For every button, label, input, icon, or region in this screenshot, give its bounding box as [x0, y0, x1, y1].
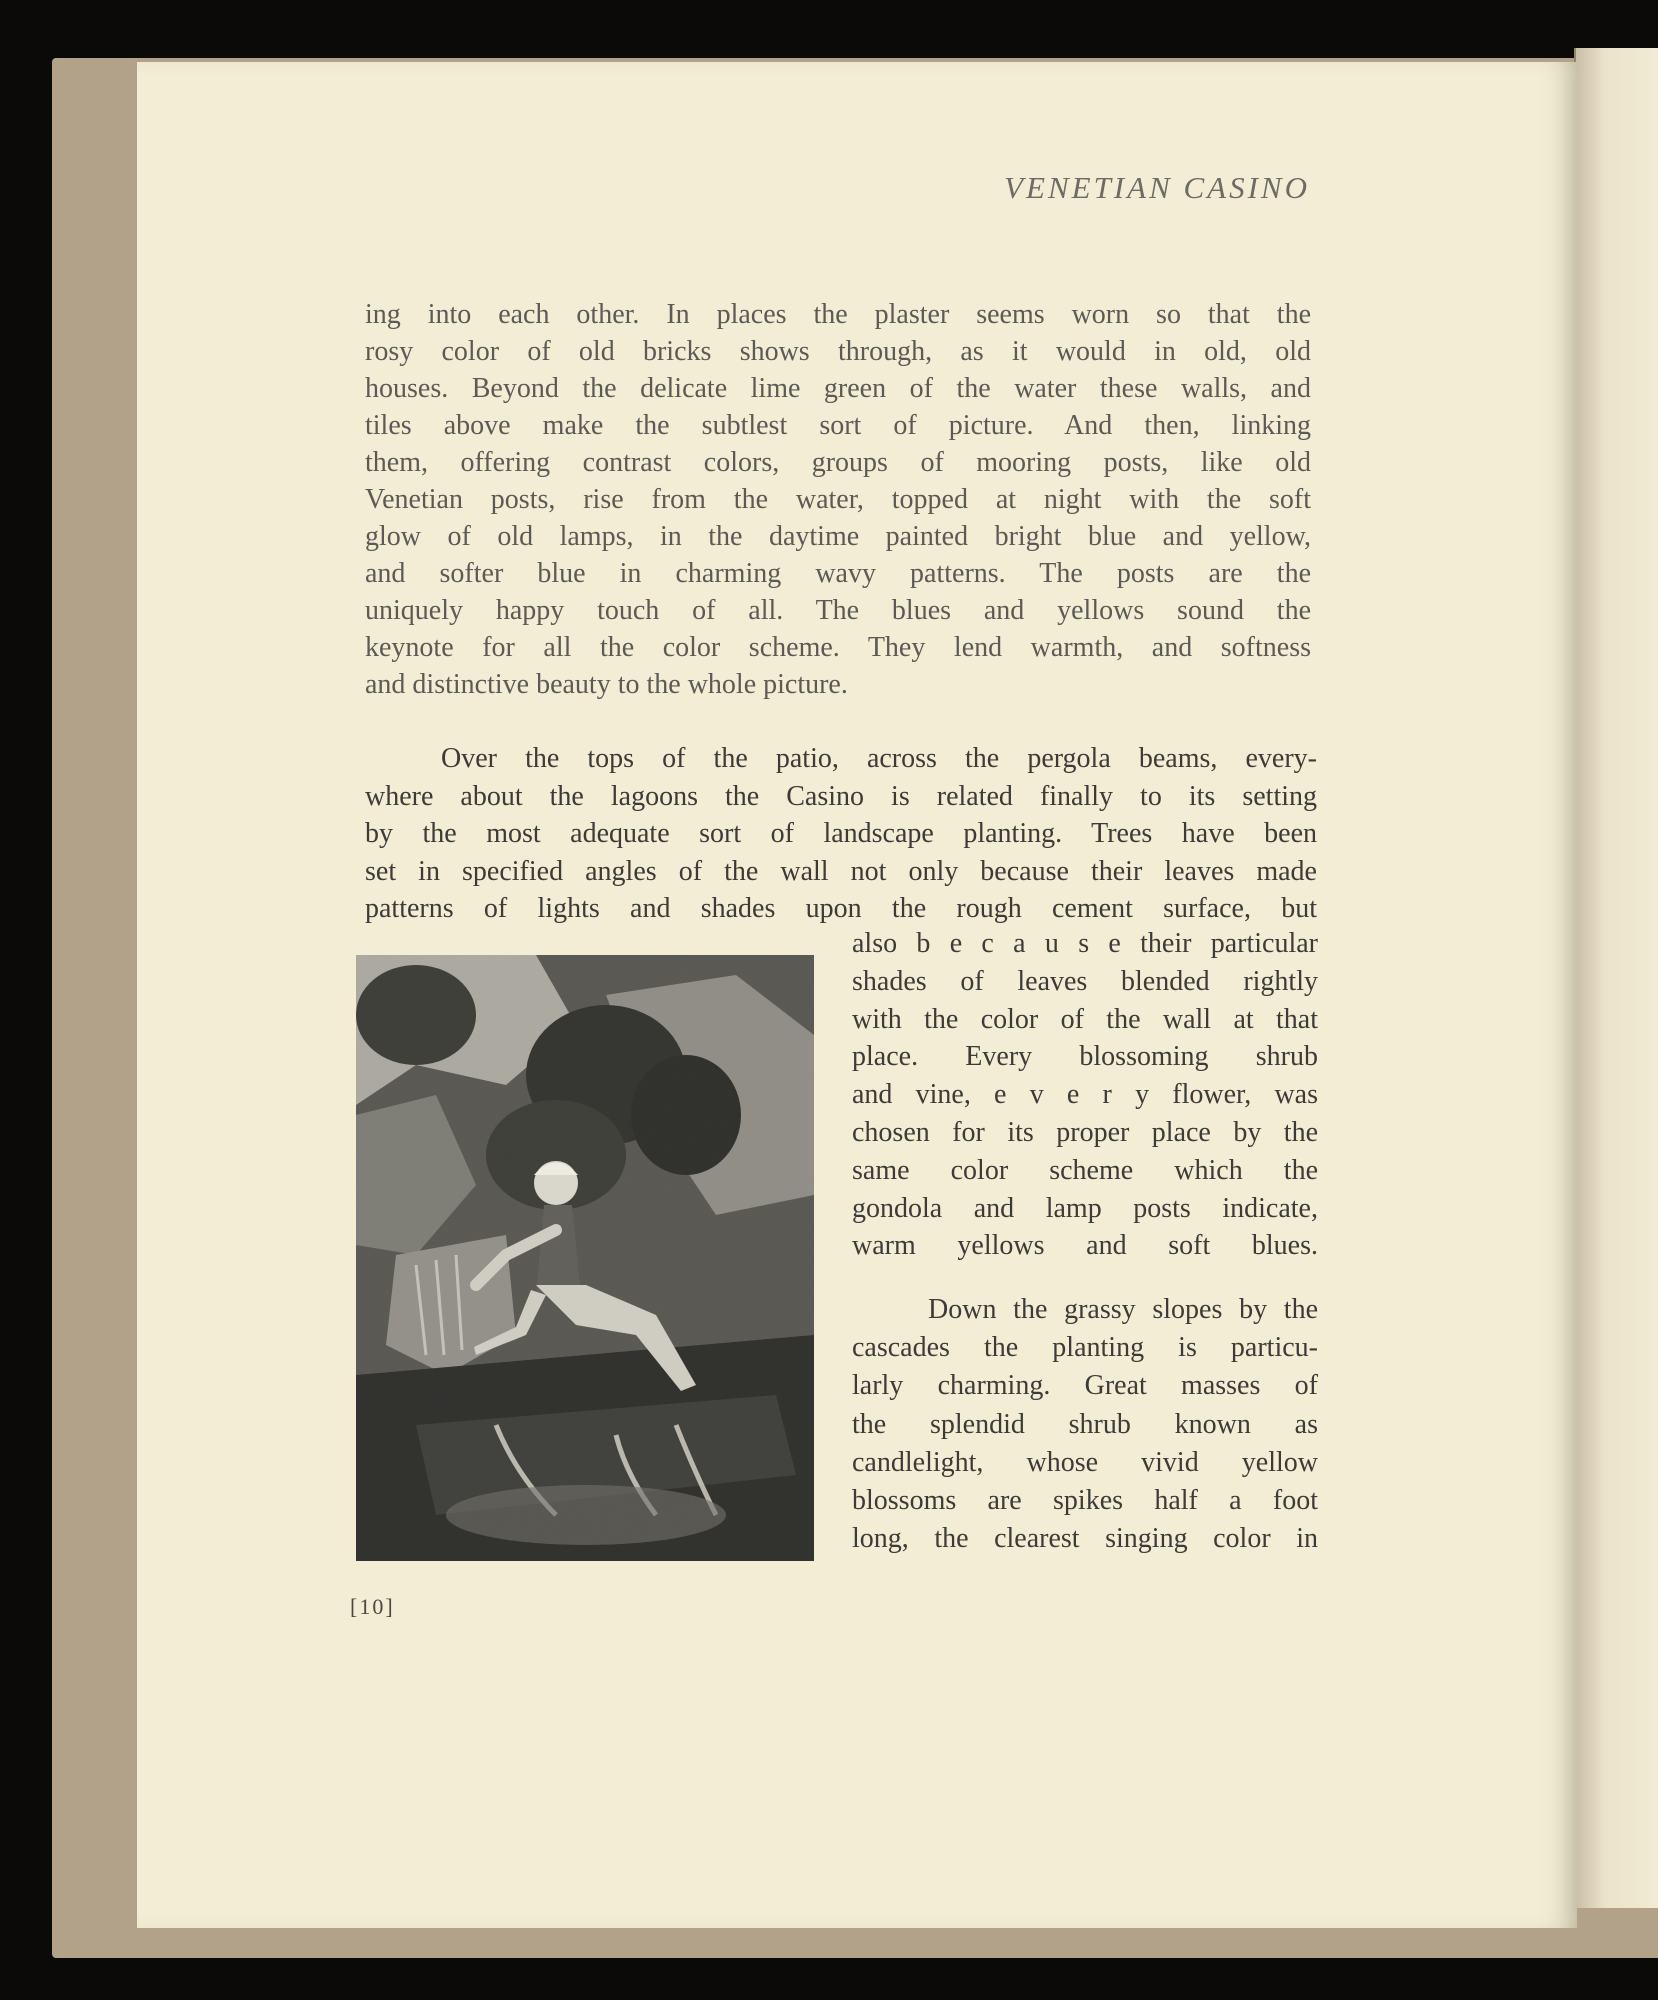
text-line: with the color of the wall at that [852, 1003, 1318, 1035]
text-line: houses. Beyond the delicate lime green of the water these walls, and [365, 373, 1311, 404]
text-line: chosen for its proper place by the [852, 1116, 1318, 1148]
paragraph-cascades [852, 1291, 1318, 1558]
text-line: and vine, e v e r y flower, was [852, 1079, 1318, 1111]
text-line: Venetian posts, rise from the water, topped at night with the soft [365, 484, 1311, 515]
running-head: VENETIAN CASINO [1004, 170, 1310, 205]
text-line: Over the tops of the patio, across the pergola beams, every- [441, 743, 1317, 774]
photo-illustration [356, 955, 814, 1561]
text-line: cascades the planting is particu- [852, 1332, 1318, 1364]
text-line: ing into each other. In places the plaster seems worn so that the [365, 299, 1311, 330]
text-line: set in specified angles of the wall not only because their leaves made [365, 855, 1317, 887]
text-line: also b e c a u s e their particular [852, 928, 1318, 959]
bather-at-cascade-photo [356, 955, 814, 1561]
text-line: Down the grassy slopes by the [928, 1294, 1318, 1325]
text-line: long, the clearest singing color in [852, 1523, 1318, 1555]
text-line: blossoms are spikes half a foot [852, 1485, 1318, 1517]
text-line: shades of leaves blended rightly [852, 965, 1318, 997]
text-line: warm yellows and soft blues. [852, 1230, 1318, 1262]
page-number: [10] [350, 1594, 395, 1619]
text-line: tiles above make the subtlest sort of picture. And then, linking [365, 410, 1311, 441]
text-line: and softer blue in charming wavy patterns. The posts are the [365, 558, 1311, 589]
text-line: the splendid shrub known as [852, 1408, 1318, 1440]
paragraph-landscape [365, 740, 1317, 928]
text-line: rosy color of old bricks shows through, as it would in old, old [365, 336, 1311, 367]
facing-page-edge [1574, 48, 1658, 1908]
paragraph-landscape-continued [852, 925, 1318, 1265]
text-line: patterns of lights and shades upon the rough cement surface, but [365, 893, 1317, 925]
text-line: larly charming. Great masses of [852, 1370, 1318, 1402]
paragraph-walls [365, 296, 1311, 703]
text-line: same color scheme which the [852, 1154, 1318, 1186]
text-line: place. Every blossoming shrub [852, 1041, 1318, 1073]
text-line: by the most adequate sort of landscape planting. Trees have been [365, 818, 1317, 850]
text-line: keynote for all the color scheme. They lend warmth, and softness [365, 632, 1311, 663]
text-line: glow of old lamps, in the daytime painted bright blue and yellow, [365, 521, 1311, 552]
text-line: candlelight, whose vivid yellow [852, 1446, 1318, 1478]
text-line: where about the lagoons the Casino is related finally to its setting [365, 780, 1317, 812]
text-line: them, offering contrast colors, groups of mooring posts, like old [365, 447, 1311, 478]
text-line: and distinctive beauty to the whole picture. [365, 669, 848, 700]
text-line: gondola and lamp posts indicate, [852, 1192, 1318, 1224]
text-line: uniquely happy touch of all. The blues and yellows sound the [365, 595, 1311, 626]
